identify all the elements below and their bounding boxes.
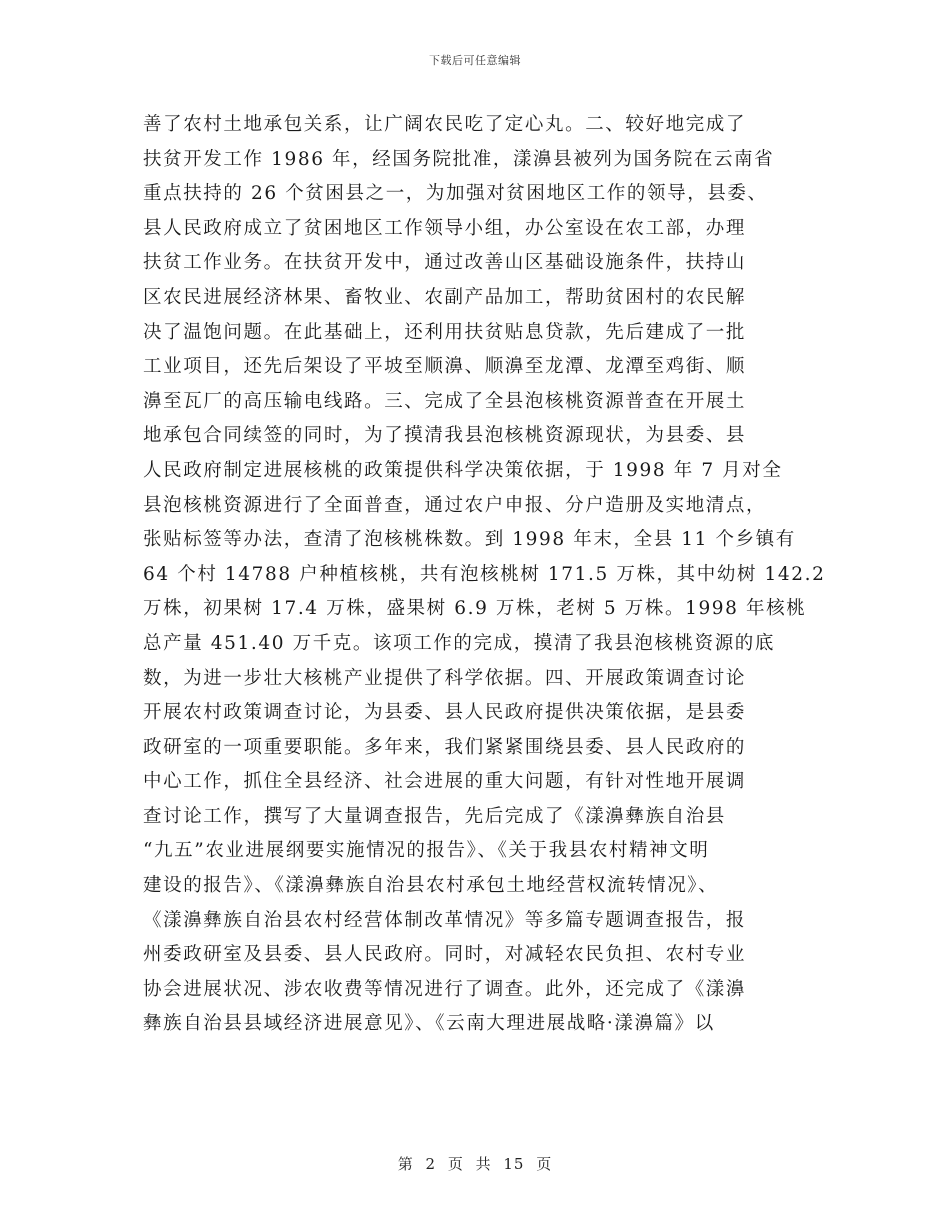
body-line: 64 个村 14788 户种植核桃，共有泡核桃树 171.5 万株，其中幼树 142.2: [143, 563, 826, 585]
body-line: 万株，初果树 17.4 万株，盛果树 6.9 万株，老树 5 万株。1998 年核桃: [143, 598, 807, 620]
body-line: 濞至瓦厂的高压输电线路。三、完成了全县泡核桃资源普查在开展土: [143, 390, 747, 412]
body-line: 扶贫工作业务。在扶贫开发中，通过改善山区基础设施条件，扶持山: [143, 252, 747, 274]
body-line: 协会进展状况、涉农收费等情况进行了调查。此外，还完成了《漾濞: [143, 978, 747, 1000]
body-line: 决了温饱问题。在此基础上，还利用扶贫贴息贷款，先后建成了一批: [143, 321, 747, 343]
body-line: “九五”农业进展纲要实施情况的报告》、《关于我县农村精神文明: [143, 840, 710, 862]
body-line: 中心工作，抓住全县经济、社会进展的重大问题，有针对性地开展调: [143, 771, 747, 793]
body-line: 彝族自治县县域经济进展意见》、《云南大理进展战略·漾濞篇》以: [143, 1013, 715, 1035]
body-line: 工业项目，还先后架设了平坡至顺濞、顺濞至龙潭、龙潭至鸡街、顺: [143, 356, 747, 378]
body-line: 政研室的一项重要职能。多年来，我们紧紧围绕县委、县人民政府的: [143, 736, 747, 758]
body-line: 人民政府制定进展核桃的政策提供科学决策依据，于 1998 年 7 月对全: [143, 459, 783, 481]
body-line: 总产量 451.40 万千克。该项工作的完成，摸清了我县泡核桃资源的底: [143, 632, 775, 654]
body-line: 查讨论工作，撰写了大量调查报告，先后完成了《漾濞彝族自治县: [143, 805, 726, 827]
document-body: [143, 108, 826, 1042]
body-line: 扶贫开发工作 1986 年，经国务院批准，漾濞县被列为国务院在云南省: [143, 148, 775, 170]
body-line: 县泡核桃资源进行了全面普查，通过农户申报、分户造册及实地清点，: [143, 494, 767, 516]
body-line: 《漾濞彝族自治县农村经营体制改革情况》等多篇专题调查报告，报: [143, 909, 747, 931]
body-line: 州委政研室及县委、县人民政府。同时，对减轻农民负担、农村专业: [143, 944, 747, 966]
body-line: 重点扶持的 26 个贫困县之一，为加强对贫困地区工作的领导，县委、: [143, 183, 768, 205]
body-line: 县人民政府成立了贫困地区工作领导小组，办公室设在农工部，办理: [143, 217, 747, 239]
body-line: 张贴标签等办法，查清了泡核桃株数。到 1998 年末，全县 11 个乡镇有: [143, 529, 796, 551]
page-number-footer: 第 2 页 共 15 页: [397, 1155, 553, 1173]
body-line: 善了农村土地承包关系，让广阔农民吃了定心丸。二、较好地完成了: [143, 114, 747, 135]
body-line: 区农民进展经济林果、畜牧业、农副产品加工，帮助贫困村的农民解: [143, 286, 747, 308]
body-line: 数，为进一步壮大核桃产业提供了科学依据。四、开展政策调查讨论: [143, 667, 747, 689]
page-header: 下载后可任意编辑: [429, 54, 521, 67]
body-line: 地承包合同续签的同时，为了摸清我县泡核桃资源现状，为县委、县: [143, 425, 747, 447]
body-line: 开展农村政策调查讨论，为县委、县人民政府提供决策依据，是县委: [143, 702, 747, 724]
body-line: 建设的报告》、《漾濞彝族自治县农村承包土地经营权流转情况》、: [143, 875, 719, 897]
